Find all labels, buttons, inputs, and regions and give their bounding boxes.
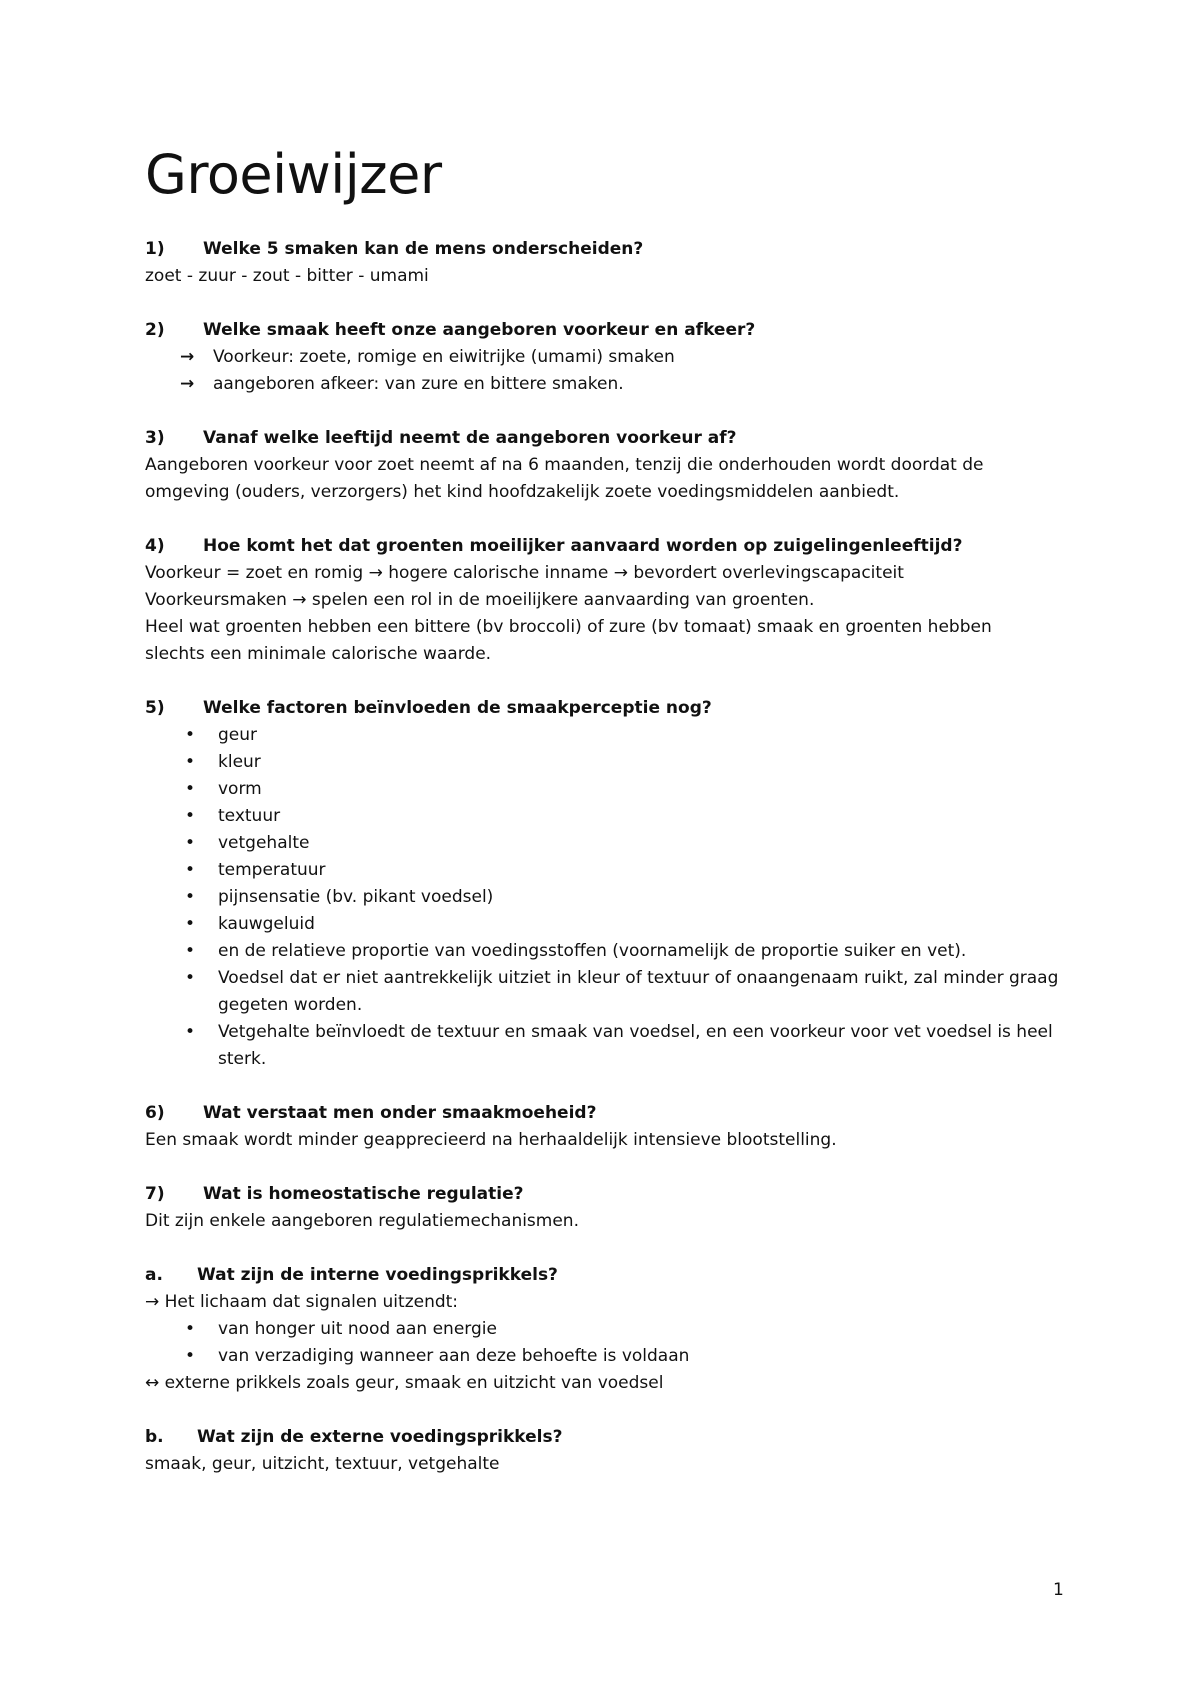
question-text: Wat zijn de externe voedingsprikkels?: [197, 1427, 563, 1447]
bullet-icon: •: [185, 725, 196, 745]
document-body: [145, 236, 1065, 1478]
list-item: • van verzadiging wanneer aan deze behoefte is voldaan: [145, 1343, 1065, 1370]
list-item: • textuur: [145, 803, 1065, 830]
question-5: [145, 695, 1065, 722]
question-number: 3): [145, 428, 165, 448]
list-item: • pijnsensatie (bv. pikant voedsel): [145, 884, 1065, 911]
arrow-list: [145, 344, 1065, 398]
list-item: • geur: [145, 722, 1065, 749]
question-a: [145, 1262, 1065, 1289]
answer-line: Aangeboren voorkeur voor zoet neemt af na 6 maanden, tenzij die onderhouden wordt doordat de: [145, 455, 984, 475]
question-number: 1): [145, 239, 165, 259]
answer-line: slechts een minimale calorische waarde.: [145, 644, 492, 664]
list-item: • temperatuur: [145, 857, 1065, 884]
answer-b: smaak, geur, uitzicht, textuur, vetgehalte: [145, 1454, 500, 1474]
answer-1: zoet - zuur - zout - bitter - umami: [145, 266, 429, 286]
bullet-icon: •: [185, 806, 196, 826]
list-item: • en de relatieve proportie van voedingsstoffen (voornamelijk de proportie suiker en vet).: [145, 938, 1065, 965]
question-2: [145, 317, 1065, 344]
answer-line: Voorkeursmaken → spelen een rol in de moeilijkere aanvaarding van groenten.: [145, 590, 815, 610]
bullet-icon: •: [185, 1319, 196, 1339]
question-1: [145, 236, 1065, 263]
question-text: Vanaf welke leeftijd neemt de aangeboren voorkeur af?: [203, 428, 737, 448]
arrow-icon: →: [180, 374, 195, 394]
answer-tail: ↔ externe prikkels zoals geur, smaak en uitzicht van voedsel: [145, 1373, 664, 1393]
question-number: 7): [145, 1184, 165, 1204]
list-item: • vetgehalte: [145, 830, 1065, 857]
bullet-icon: •: [185, 1022, 196, 1042]
list-item: → Voorkeur: zoete, romige en eiwitrijke (umami) smaken: [145, 344, 1065, 371]
list-item: • Voedsel dat er niet aantrekkelijk uitziet in kleur of textuur of onaangenaam ruikt, zal minder graag gegeten worden.: [145, 965, 1065, 1019]
question-text: Wat is homeostatische regulatie?: [203, 1184, 524, 1204]
bullet-icon: •: [185, 1346, 196, 1366]
list-item: • kauwgeluid: [145, 911, 1065, 938]
bullet-list: [145, 722, 1065, 1073]
bullet-icon: •: [185, 779, 196, 799]
question-6: [145, 1100, 1065, 1127]
answer-line: Voorkeur = zoet en romig → hogere calorische inname → bevordert overlevingscapaciteit: [145, 563, 904, 583]
answer-lead: → Het lichaam dat signalen uitzendt:: [145, 1292, 459, 1312]
question-3: [145, 425, 1065, 452]
bullet-icon: •: [185, 833, 196, 853]
question-number: b.: [145, 1427, 164, 1447]
question-number: a.: [145, 1265, 163, 1285]
bullet-icon: •: [185, 860, 196, 880]
question-text: Hoe komt het dat groenten moeilijker aanvaard worden op zuigelingenleeftijd?: [203, 536, 963, 556]
question-text: Wat verstaat men onder smaakmoeheid?: [203, 1103, 597, 1123]
list-item: • van honger uit nood aan energie: [145, 1316, 1065, 1343]
bullet-icon: •: [185, 752, 196, 772]
question-text: Wat zijn de interne voedingsprikkels?: [197, 1265, 558, 1285]
bullet-icon: •: [185, 914, 196, 934]
answer-6: Een smaak wordt minder geapprecieerd na herhaaldelijk intensieve blootstelling.: [145, 1130, 837, 1150]
answer-line: Heel wat groenten hebben een bittere (bv broccoli) of zure (bv tomaat) smaak en groenten hebben: [145, 617, 992, 637]
bullet-icon: •: [185, 968, 196, 988]
question-text: Welke 5 smaken kan de mens onderscheiden?: [203, 239, 644, 259]
bullet-list: [145, 1316, 1065, 1370]
arrow-icon: →: [180, 347, 195, 367]
question-b: [145, 1424, 1065, 1451]
bullet-icon: •: [185, 887, 196, 907]
page-number: 1: [1053, 1580, 1064, 1600]
question-number: 5): [145, 698, 165, 718]
list-item: • Vetgehalte beïnvloedt de textuur en smaak van voedsel, en een voorkeur voor vet voedsel is heel sterk.: [145, 1019, 1065, 1073]
question-number: 2): [145, 320, 165, 340]
question-7: [145, 1181, 1065, 1208]
question-number: 6): [145, 1103, 165, 1123]
answer-7: Dit zijn enkele aangeboren regulatiemechanismen.: [145, 1211, 579, 1231]
list-item: → aangeboren afkeer: van zure en bittere smaken.: [145, 371, 1065, 398]
page-title: Groeiwijzer: [145, 143, 442, 206]
list-item: • kleur: [145, 749, 1065, 776]
question-4: [145, 533, 1065, 560]
question-number: 4): [145, 536, 165, 556]
question-text: Welke factoren beïnvloeden de smaakperceptie nog?: [203, 698, 712, 718]
answer-line: omgeving (ouders, verzorgers) het kind hoofdzakelijk zoete voedingsmiddelen aanbiedt.: [145, 482, 900, 502]
bullet-icon: •: [185, 941, 196, 961]
question-text: Welke smaak heeft onze aangeboren voorkeur en afkeer?: [203, 320, 756, 340]
list-item: • vorm: [145, 776, 1065, 803]
